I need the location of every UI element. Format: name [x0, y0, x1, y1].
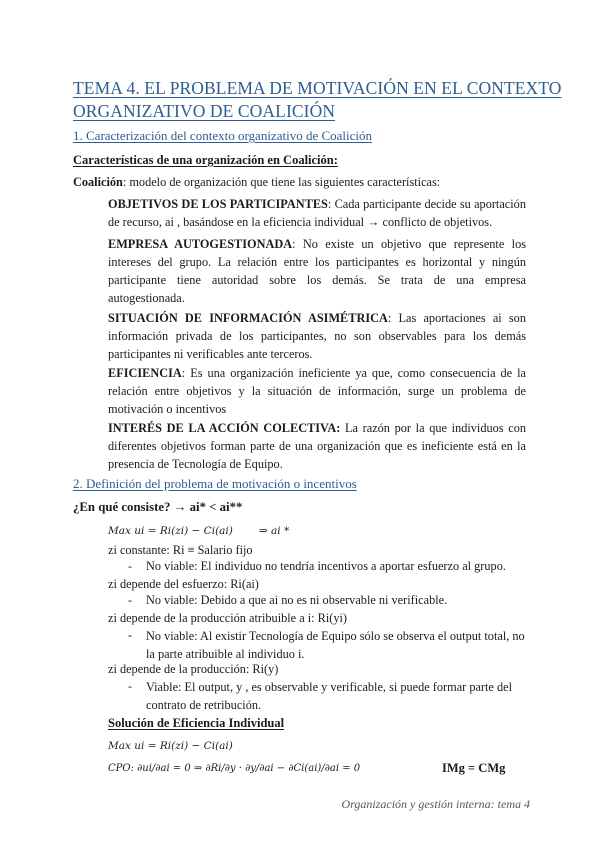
section-2-heading: 2. Definición del problema de motivación o incentivos — [73, 476, 357, 491]
solution-heading: Solución de Eficiencia Individual — [108, 716, 285, 730]
max-equation — [108, 525, 289, 537]
case-4-label: zi depende de la producción: Ri(y) — [108, 662, 279, 676]
case-3-bullet: No viable: Al existir Tecnología de Equipo sólo se observa el output total, no la parte atribuible al individuo i. — [146, 629, 525, 661]
case-2-label: zi depende del esfuerzo: Ri(ai) — [108, 577, 259, 591]
coalicion-term: Coalición — [73, 175, 123, 189]
item-text: La razón por la que individuos con diferentes objetivos forman parte de una organización que es ineficiente está en la presencia de Tecnología de Equipo. — [108, 421, 526, 471]
coalicion-text: : modelo de organización que tiene las siguientes características: — [122, 175, 441, 189]
item-empresa — [108, 235, 526, 307]
item-text: : Las aportaciones ai son información privada de los participantes, no son observables para los demás participantes ni verificables ante terceros. — [108, 311, 526, 361]
section-1-heading: 1. Caracterización del contexto organizativo de Coalición — [73, 128, 373, 143]
case-1-bullet: No viable: El individuo no tendría incentivos a aportar esfuerzo al grupo. — [146, 559, 506, 573]
cpo-equation: CPO: ∂ui/∂ai = 0 ⇒ ∂Ri/∂y · ∂y/∂ai − ∂Ci(ai)/∂ai = 0 — [108, 763, 361, 774]
img-cmg: IMg = CMg — [442, 761, 506, 775]
item-term: OBJETIVOS DE LOS PARTICIPANTES — [108, 197, 328, 211]
item-accion-colectiva — [108, 419, 526, 473]
item-term: EFICIENCIA — [108, 366, 182, 380]
item-text: : Es una organización ineficiente ya que, como consecuencia de la relación entre objetivos y la situación de información, surge un problema de motivación o incentivos — [108, 366, 526, 416]
item-term: SITUACIÓN DE INFORMACIÓN ASIMÉTRICA — [108, 311, 388, 325]
item-term: EMPRESA AUTOGESTIONADA — [108, 237, 293, 251]
dash-icon: - — [128, 628, 132, 642]
case-1-label: zi constante: Ri ≡ Salario fijo — [108, 543, 253, 557]
section-1-subheading: Características de una organización en Coalición: — [73, 153, 338, 167]
dash-icon: - — [128, 679, 132, 693]
item-text: : Cada participante decide su aportación de recurso, ai , basándose en la eficiencia individual → conflicto de objetivos. — [108, 197, 526, 229]
item-text: : No existe un objetivo que represente los intereses del grupo. La relación entre los participantes es horizontal y ningún participante tiene autoridad sobre los demás. Se trata de una empresa autogestionada. — [108, 237, 527, 305]
question: ¿En qué consiste? → ai* < ai** — [73, 500, 243, 514]
document-title-line-1: TEMA 4. EL PROBLEMA DE MOTIVACIÓN EN EL CONTEXTO — [73, 78, 562, 98]
solution-max-equation: Max ui = Ri(zi) − Ci(ai) — [108, 740, 233, 752]
page-footer: Organización y gestión interna: tema 4 — [341, 797, 530, 811]
case-2-bullet: No viable: Debido a que ai no es ni observable ni verificable. — [146, 593, 448, 607]
max-eq-text: Max ui = Ri(zi) − Ci(ai) — [108, 525, 233, 537]
case-3-label: zi depende de la producción atribuible a i: Ri(yi) — [108, 611, 348, 625]
case-4-bullet: Viable: El output, y , es observable y verificable, si puede formar parte del contrato de retribución. — [146, 680, 512, 712]
coalicion-definition — [73, 175, 440, 190]
dash-icon: - — [128, 559, 132, 573]
document-title-line-2: ORGANIZATIVO DE COALICIÓN — [73, 101, 336, 121]
item-term: INTERÉS DE LA ACCIÓN COLECTIVA: — [108, 421, 341, 435]
item-eficiencia — [108, 364, 526, 418]
item-informacion — [108, 309, 526, 363]
max-eq-result: ⇒ ai * — [258, 525, 290, 537]
dash-icon: - — [128, 593, 132, 607]
item-objetivos — [108, 195, 526, 231]
